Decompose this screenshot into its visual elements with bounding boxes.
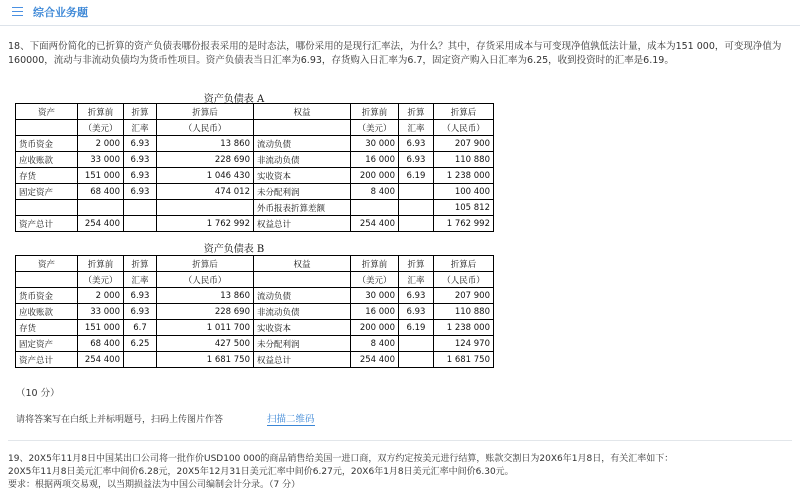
table-row: [16, 288, 494, 304]
header-cell: （美元）: [351, 120, 399, 136]
table-row: [16, 352, 494, 368]
table-cell: 流动负债: [254, 136, 351, 152]
header-cell: 折算: [399, 256, 434, 272]
table-b-caption: 资产负债表 B: [203, 244, 265, 255]
table-cell: 权益总计: [254, 216, 351, 232]
header-cell: 资产: [16, 256, 78, 272]
header-cell: （人民币）: [434, 272, 494, 288]
table-row: [16, 200, 494, 216]
table-cell: 1 238 000: [434, 320, 494, 336]
header-cell: 权益: [254, 104, 351, 120]
table-cell: 6.7: [124, 320, 157, 336]
table-cell: 1 238 000: [434, 168, 494, 184]
divider: [8, 440, 792, 441]
table-cell: 151 000: [78, 320, 124, 336]
table-cell: 6.19: [399, 320, 434, 336]
table-cell: 固定资产: [16, 336, 78, 352]
table-cell: [124, 352, 157, 368]
header-cell: 汇率: [399, 120, 434, 136]
question-score: （10 分）: [16, 388, 60, 399]
table-cell: 13 860: [157, 288, 254, 304]
table-cell: 228 690: [157, 304, 254, 320]
table-cell: 8 400: [351, 184, 399, 200]
table-cell: 6.93: [124, 168, 157, 184]
balance-sheet-b: [15, 255, 494, 368]
table-cell: 6.19: [399, 168, 434, 184]
table-cell: 6.93: [399, 304, 434, 320]
table-row: [16, 304, 494, 320]
table-header-row-units: [16, 272, 494, 288]
header-cell: （美元）: [78, 272, 124, 288]
table-cell: 110 880: [434, 304, 494, 320]
table-cell: 1 681 750: [157, 352, 254, 368]
table-cell: 2 000: [78, 288, 124, 304]
table-cell: 68 400: [78, 336, 124, 352]
scan-qr-link[interactable]: 扫描二维码: [267, 411, 315, 426]
question-19-line2: 20X5年11月8日美元汇率中间价6.28元，20X5年12月31日美元汇率中间价6.27元，20X6年1月8日美元汇率中间价6.30元。: [8, 467, 514, 477]
header-cell: [254, 272, 351, 288]
header-cell: （美元）: [78, 120, 124, 136]
table-cell: 非流动负债: [254, 304, 351, 320]
table-cell: 6.93: [124, 152, 157, 168]
table-cell: 1 046 430: [157, 168, 254, 184]
header-cell: [16, 120, 78, 136]
table-cell: 未分配利润: [254, 336, 351, 352]
upload-instruction: 请将答案写在白纸上并标明题号，扫码上传图片作答: [16, 415, 224, 425]
table-cell: 外币报表折算差额: [254, 200, 351, 216]
header-cell: 折算后: [157, 104, 254, 120]
table-cell: 254 400: [351, 352, 399, 368]
table-row: [16, 336, 494, 352]
table-cell: 非流动负债: [254, 152, 351, 168]
table-row: [16, 184, 494, 200]
table-cell: 254 400: [78, 352, 124, 368]
table-cell: 流动负债: [254, 288, 351, 304]
table-row: [16, 152, 494, 168]
table-cell: 应收账款: [16, 152, 78, 168]
table-cell: 应收账款: [16, 304, 78, 320]
question-19: [8, 453, 793, 492]
table-cell: 33 000: [78, 304, 124, 320]
table-row: [16, 136, 494, 152]
table-cell: 1 762 992: [157, 216, 254, 232]
table-cell: [157, 200, 254, 216]
table-cell: 货币资金: [16, 288, 78, 304]
table-cell: 427 500: [157, 336, 254, 352]
table-cell: [399, 352, 434, 368]
table-cell: 未分配利润: [254, 184, 351, 200]
header-cell: 汇率: [399, 272, 434, 288]
table-cell: [124, 216, 157, 232]
table-cell: 207 900: [434, 288, 494, 304]
table-cell: 124 970: [434, 336, 494, 352]
header-cell: 折算后: [157, 256, 254, 272]
table-row: [16, 216, 494, 232]
table-cell: 存货: [16, 320, 78, 336]
header-cell: 折算后: [434, 256, 494, 272]
table-cell: 6.93: [124, 304, 157, 320]
table-cell: 207 900: [434, 136, 494, 152]
table-cell: 33 000: [78, 152, 124, 168]
table-cell: 6.93: [399, 152, 434, 168]
question-19-line3: 要求：根据两项交易观，以当期损益法为中国公司编制会计分录。（7 分）: [8, 480, 301, 490]
table-header-row: [16, 256, 494, 272]
table-cell: 货币资金: [16, 136, 78, 152]
table-cell: 16 000: [351, 152, 399, 168]
table-cell: 6.93: [124, 288, 157, 304]
table-cell: 13 860: [157, 136, 254, 152]
table-cell: 权益总计: [254, 352, 351, 368]
header-cell: 折算前: [78, 104, 124, 120]
header-cell: 权益: [254, 256, 351, 272]
table-cell: [399, 184, 434, 200]
table-cell: 资产总计: [16, 352, 78, 368]
table-cell: 6.93: [399, 288, 434, 304]
table-cell: [399, 336, 434, 352]
table-cell: 100 400: [434, 184, 494, 200]
header-cell: 折算后: [434, 104, 494, 120]
table-cell: [399, 216, 434, 232]
balance-sheet-a: [15, 103, 494, 232]
question-18-text: 18、下面两份简化的已折算的资产负债表哪份报表采用的是时态法，哪份采用的是现行汇率法，为什么？其中，存货采用成本与可变现净值孰低法计量，成本为151 000，可变现净值为160000，流动与非流动负债均为货币性项目。资产负债表当日汇率为6.93，存货购入日汇率为6.7，固定资产购入日汇率为6.25，收到投资时的汇率是6.19。: [8, 41, 782, 66]
section-title: 综合业务题: [33, 6, 88, 19]
table-cell: 200 000: [351, 168, 399, 184]
header-cell: （人民币）: [157, 272, 254, 288]
table-cell: 固定资产: [16, 184, 78, 200]
table-cell: [124, 200, 157, 216]
table-cell: 254 400: [78, 216, 124, 232]
table-cell: 2 000: [78, 136, 124, 152]
header-cell: 折算前: [78, 256, 124, 272]
header-cell: 折算: [124, 104, 157, 120]
table-cell: 30 000: [351, 136, 399, 152]
table-cell: 200 000: [351, 320, 399, 336]
header-cell: 汇率: [124, 120, 157, 136]
table-cell: 1 762 992: [434, 216, 494, 232]
table-cell: 30 000: [351, 288, 399, 304]
table-cell: [16, 200, 78, 216]
table-row: [16, 168, 494, 184]
header-cell: [254, 120, 351, 136]
table-cell: 存货: [16, 168, 78, 184]
table-cell: 16 000: [351, 304, 399, 320]
table-cell: 1 681 750: [434, 352, 494, 368]
table-cell: 254 400: [351, 216, 399, 232]
table-cell: 6.93: [124, 136, 157, 152]
table-row: [16, 320, 494, 336]
table-cell: 228 690: [157, 152, 254, 168]
table-cell: 110 880: [434, 152, 494, 168]
table-cell: 105 812: [434, 200, 494, 216]
header-cell: 折算前: [351, 256, 399, 272]
header-cell: 资产: [16, 104, 78, 120]
header-cell: （美元）: [351, 272, 399, 288]
table-cell: 6.93: [399, 136, 434, 152]
header-cell: [16, 272, 78, 288]
header-cell: （人民币）: [157, 120, 254, 136]
table-cell: [351, 200, 399, 216]
table-cell: 6.25: [124, 336, 157, 352]
header-cell: 折算: [124, 256, 157, 272]
menu-icon[interactable]: [12, 7, 23, 16]
table-header-row: [16, 104, 494, 120]
table-cell: 474 012: [157, 184, 254, 200]
header-cell: 折算: [399, 104, 434, 120]
table-a-caption: 资产负债表 A: [203, 94, 265, 105]
table-cell: [399, 200, 434, 216]
table-cell: 8 400: [351, 336, 399, 352]
header-cell: 汇率: [124, 272, 157, 288]
header-cell: （人民币）: [434, 120, 494, 136]
table-cell: 资产总计: [16, 216, 78, 232]
table-cell: 实收资本: [254, 168, 351, 184]
section-header: [0, 0, 800, 26]
question-19-line1: 19、20X5年11月8日中国某出口公司将一批作价USD100 000的商品销售给美国一进口商，双方约定按美元进行结算，账款交割日为20X6年1月8日，有关汇率如下：: [8, 454, 674, 464]
header-cell: 折算前: [351, 104, 399, 120]
table-cell: 68 400: [78, 184, 124, 200]
table-cell: 151 000: [78, 168, 124, 184]
table-cell: 1 011 700: [157, 320, 254, 336]
table-cell: [78, 200, 124, 216]
table-cell: 6.93: [124, 184, 157, 200]
table-cell: 实收资本: [254, 320, 351, 336]
table-header-row-units: [16, 120, 494, 136]
